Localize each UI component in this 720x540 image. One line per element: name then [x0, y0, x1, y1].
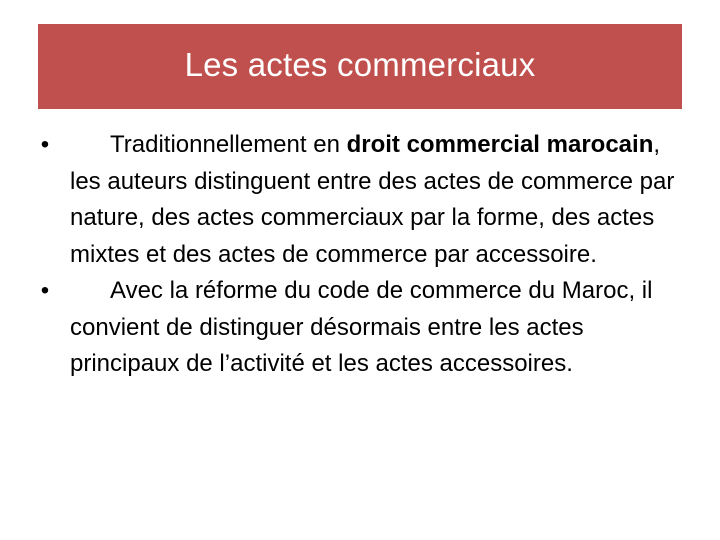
bullet-icon: • [40, 277, 50, 304]
title-bar [38, 24, 682, 109]
bullet-item [30, 273, 690, 383]
bullet-icon: • [40, 131, 50, 158]
bullet-text: Avec la réforme du code de commerce du Maroc, il convient de distinguer désormais entre les actes principaux de l’activité et les actes accessoires. [70, 277, 653, 377]
bullet-text-bold: droit commercial marocain [346, 131, 654, 158]
bullet-item [30, 127, 690, 273]
slide-body [30, 127, 690, 383]
bullet-text-part1: Traditionnellement en [110, 131, 347, 158]
bullet-text-part2: , les auteurs distinguent entre des actes de commerce par nature, des actes commerciaux par la forme, des actes mixtes et des actes de commerce par accessoire. [70, 131, 675, 268]
slide-title: Les actes commerciaux [184, 45, 536, 83]
